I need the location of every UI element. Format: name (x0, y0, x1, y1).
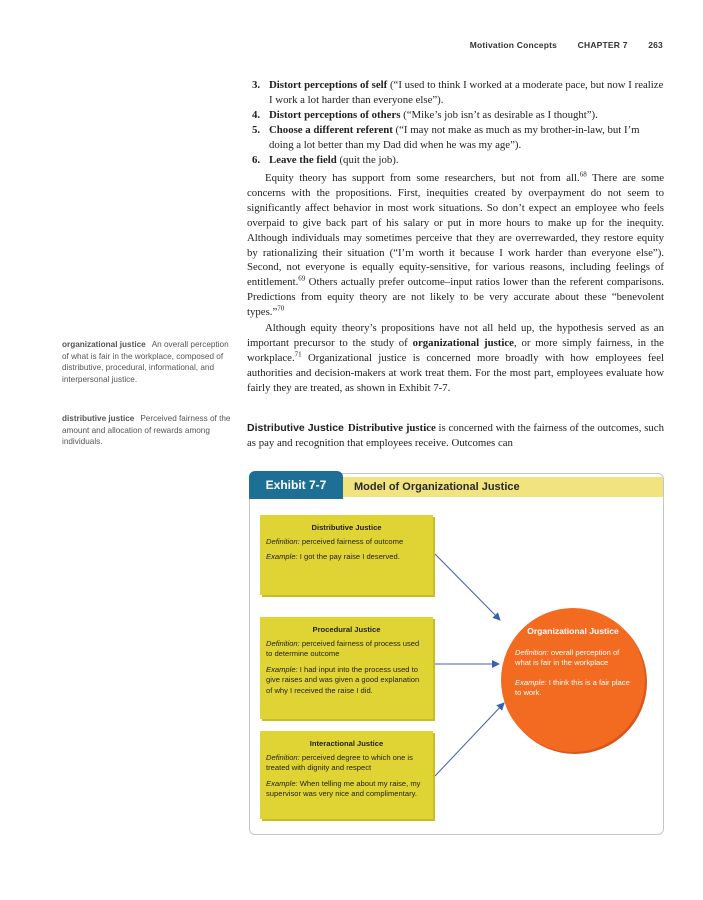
definition-label: Definition: (266, 638, 300, 648)
paragraph-text: Others actually prefer outcome–input ratios lower than the referent comparisons. Predictions from equity theory are not likely to be very accurate about these “benevolent types.” (247, 276, 664, 319)
restoration-list (252, 78, 664, 168)
list-item-heading: Distort perceptions of others (269, 109, 401, 121)
paragraph-text: Organizational justice is concerned more broadly with how employees feel authorities and decision-makers at work treat them. For the most part, employees evaluate how fairly they are treated, as shown in Exhibit 7-7. (247, 351, 664, 394)
list-item (252, 153, 664, 168)
box-definition (266, 753, 427, 774)
box-title: Distributive Justice (311, 523, 382, 532)
list-item-heading: Distort perceptions of self (269, 79, 388, 91)
definition-label: Definition: (266, 752, 300, 762)
box-example (266, 665, 427, 697)
definition-label: Definition: (266, 536, 300, 546)
glossary-term: distributive justice (62, 414, 135, 423)
running-header (452, 40, 663, 50)
list-number: 3. (252, 79, 261, 91)
circle-example (515, 678, 635, 699)
box-example (266, 779, 427, 800)
definition-text: overall perception of what is fair in the workplace (515, 648, 620, 668)
glossary-definition: An overall perception of what is fair in the workplace, composed of distributive, procedural, informational, and interpersonal justice. (62, 340, 229, 384)
definition-text: perceived degree to which one is treated with dignity and respect (266, 752, 413, 773)
paragraph-equity-support (247, 171, 664, 320)
exhibit-figure (249, 473, 664, 835)
exhibit-title: Model of Organizational Justice (354, 481, 520, 493)
page-number: 263 (648, 40, 663, 50)
box-title: Procedural Justice (312, 625, 381, 634)
list-item-text: (“Mike’s job isn’t as desirable as I thought”). (400, 109, 598, 121)
paragraph-text: Equity theory has support from some researchers, but not from all. (265, 172, 580, 184)
footnote-ref: 69 (298, 274, 306, 283)
footnote-ref: 71 (294, 350, 302, 359)
box-example (266, 552, 427, 563)
distributive-justice-box (260, 515, 433, 595)
glossary-entry (62, 413, 232, 448)
example-label: Example: (515, 678, 547, 687)
list-item-text: (quit the job). (336, 154, 399, 166)
exhibit-label: Exhibit 7-7 (249, 471, 343, 499)
list-number: 4. (252, 109, 261, 121)
definition-text: perceived fairness of outcome (299, 536, 404, 546)
list-item (252, 108, 664, 123)
arrow-interactional (435, 703, 504, 776)
list-item-text: (“I used to think I worked at a moderate pace, but now I realize I work a lot harder than everyone else”). (269, 79, 664, 106)
section-title: Motivation Concepts (469, 40, 558, 50)
list-item-heading: Choose a different referent (269, 124, 393, 136)
paragraph-text: There are some concerns with the propositions. First, inequities created by overpayment do not seem to significantly affect behavior in most work situations. So don’t expect an employee who feels overpaid to give back part of his salary or put in more hours to make up for the inequity. Although individuals may sometimes perceive that they are overrewarded, they restore equity by rationalizing their situation (“I’m worth it because I work harder than everyone else”). Second, not everyone is equally equity-sensitive, for various reasons, including feelings of entitlement. (247, 172, 665, 289)
circle-definition (515, 648, 635, 669)
list-item (252, 123, 664, 153)
example-label: Example: (266, 778, 298, 788)
paragraph-text: , or more simply fairness, in the workplace. (247, 336, 664, 364)
interactional-justice-box (260, 731, 433, 819)
key-term: Distributive justice (347, 422, 436, 434)
list-item-text: (“I may not make as much as my brother-in-law, but I’m doing a lot better than my Dad did when he was my age”). (269, 124, 640, 151)
footnote-ref: 70 (277, 304, 285, 313)
key-term: organizational justice (412, 336, 514, 349)
arrow-distributive (435, 554, 500, 620)
definition-label: Definition: (515, 648, 549, 657)
list-number: 5. (252, 124, 261, 136)
example-label: Example: (266, 552, 298, 562)
circle-title: Organizational Justice (527, 626, 619, 636)
paragraph-organizational-justice (247, 321, 664, 396)
example-text: I got the pay raise I deserved. (297, 552, 400, 562)
box-definition (266, 537, 427, 548)
glossary-entry (62, 339, 232, 385)
chapter-label: CHAPTER 7 (577, 40, 628, 50)
list-item-heading: Leave the field (269, 154, 337, 166)
organizational-justice-circle (501, 608, 645, 752)
example-text: I think this is a fair place to work. (515, 678, 630, 698)
example-text: When telling me about my raise, my supervisor was very nice and complimentary. (266, 778, 421, 799)
footnote-ref: 68 (579, 170, 587, 179)
paragraph-text: Although equity theory’s propositions have not all held up, the hypothesis served as an important precursor to the study of (247, 322, 664, 349)
paragraph-distributive-justice (247, 421, 664, 451)
subsection-heading: Distributive Justice (247, 422, 344, 434)
definition-text: perceived fairness of process used to determine outcome (266, 638, 420, 659)
glossary-term: organizational justice (62, 340, 146, 349)
box-definition (266, 639, 427, 660)
list-number: 6. (252, 154, 261, 166)
list-item (252, 78, 664, 108)
example-text: I had input into the process used to give raises and was given a good explanation of why I received the raise I did. (266, 664, 420, 695)
paragraph-text: is concerned with the fairness of the outcomes, such as pay and recognition that employees receive. Outcomes can (247, 422, 664, 449)
procedural-justice-box (260, 617, 433, 719)
box-title: Interactional Justice (309, 739, 384, 748)
glossary-definition: Perceived fairness of the amount and allocation of rewards among individuals. (62, 414, 231, 447)
example-label: Example: (266, 664, 298, 674)
